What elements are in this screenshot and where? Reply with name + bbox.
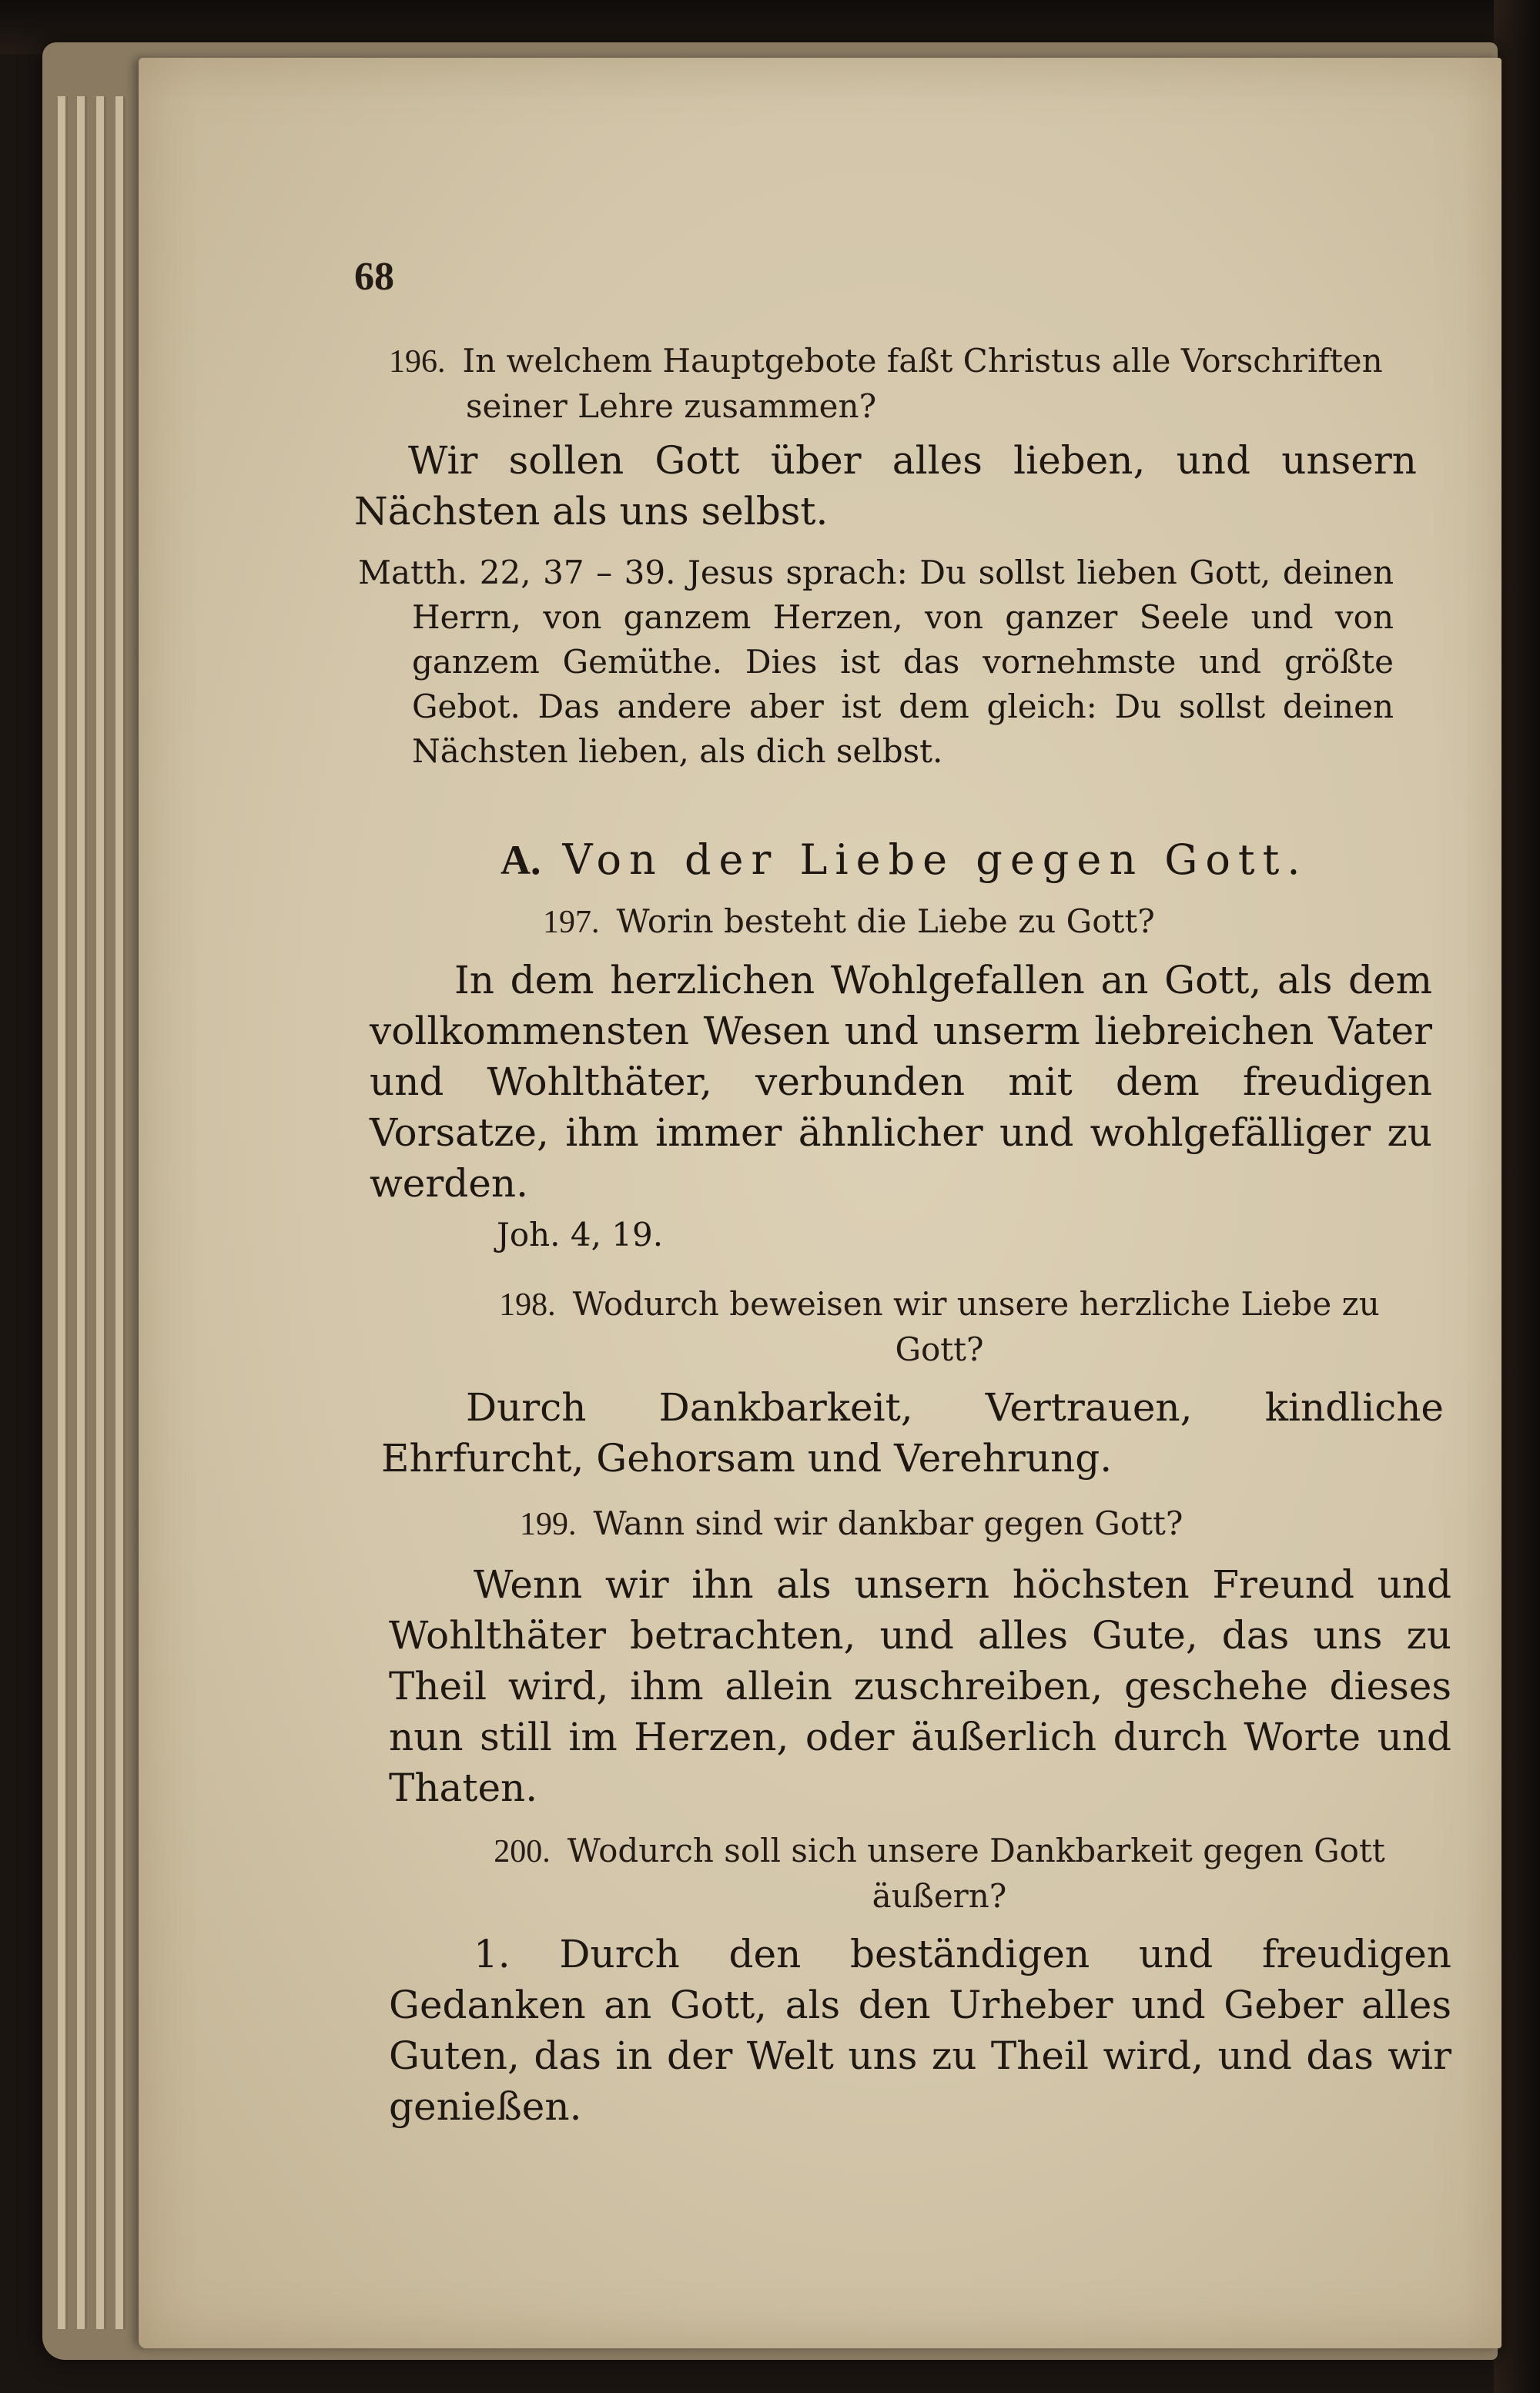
- page-edge: [58, 96, 68, 2329]
- answer-198: Durch Dankbarkeit, Vertrauen, kindliche Ehrfurcht, Gehorsam und Verehrung.: [381, 1385, 1444, 1481]
- page-text: [204, 0, 1451, 2393]
- question-text: Worin besteht die Liebe zu Gott?: [616, 902, 1155, 940]
- page-number: 68: [354, 255, 394, 299]
- citation-196: Matth. 22, 37 – 39. Jesus sprach: Du sollst lieben Gott, deinen Herrn, von ganzem Herzen, von ganzer Seele und von ganzem Gemüthe. Dies ist das vornehmste und größte Gebot. Das andere aber ist dem gleich: Du sollst deinen Nächsten lieben, als dich selbst.: [358, 554, 1394, 770]
- answer-197: In dem herzlichen Wohlgefallen an Gott, als dem vollkommensten Wesen und unserm liebreichen Vater und Wohlthäter, verbunden mit dem freudigen Vorsatze, ihm immer ähnlicher und wohlgefälliger zu werden.: [370, 958, 1432, 1206]
- question-number: 198.: [499, 1287, 556, 1323]
- question-text: Wann sind wir dankbar gegen Gott?: [593, 1504, 1183, 1542]
- question-200: [435, 1829, 1444, 1919]
- question-text: Wodurch soll sich unsere Dankbarkeit gegen Gott äußern?: [567, 1832, 1385, 1915]
- question-number: 199.: [520, 1507, 577, 1542]
- citation-197: Joh. 4, 19.: [497, 1216, 664, 1253]
- question-number: 200.: [494, 1834, 551, 1869]
- question-number: 197.: [543, 905, 600, 940]
- question-number: 196.: [389, 344, 446, 380]
- section-title: Von der Liebe gegen Gott.: [562, 835, 1308, 884]
- page-edge: [96, 96, 106, 2329]
- page-edge: [116, 96, 126, 2329]
- question-text: In welchem Hauptgebote faßt Christus alle Vorschriften seiner Lehre zusammen?: [462, 342, 1383, 425]
- section-heading: [500, 835, 1307, 884]
- section-letter: A.: [500, 837, 541, 883]
- answer-199: Wenn wir ihn als unsern höchsten Freund und Wohlthäter betrachten, und alles Gute, das uns zu Theil wird, ihm allein zuschreiben, geschehe dieses nun still im Herzen, oder äußerlich durch Worte und Thaten.: [389, 1562, 1451, 1810]
- question-198: [462, 1282, 1417, 1372]
- question-199: [520, 1501, 1444, 1547]
- question-196: [389, 339, 1475, 429]
- answer-200: 1. Durch den beständigen und freudigen Gedanken an Gott, als den Urheber und Geber alles Guten, das in der Welt uns zu Theil wird, und das wir genießen.: [389, 1932, 1451, 2129]
- page-edge: [77, 96, 87, 2329]
- question-text: Wodurch beweisen wir unsere herzliche Liebe zu Gott?: [572, 1285, 1380, 1368]
- answer-196: Wir sollen Gott über alles lieben, und unsern Nächsten als uns selbst.: [354, 438, 1417, 534]
- question-197: [543, 899, 1390, 945]
